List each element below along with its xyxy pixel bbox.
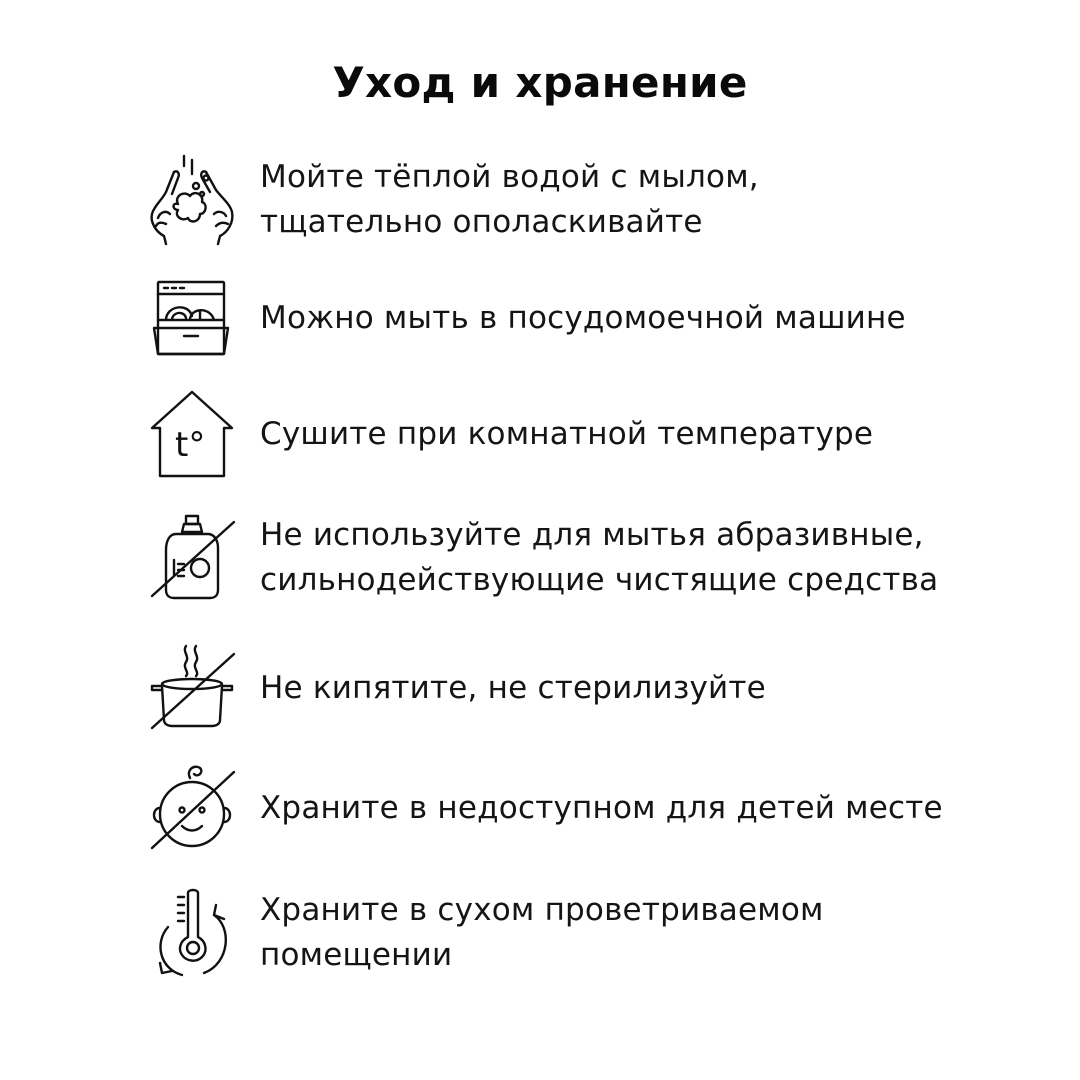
care-text-line: Храните в сухом проветриваемом [260, 892, 824, 928]
page-title: Уход и хранение [332, 58, 748, 107]
care-item-dry-storage [140, 885, 1000, 981]
care-text-line: тщательно ополаскивайте [260, 204, 703, 240]
care-item-no-boiling [140, 640, 1000, 736]
care-text-line: помещении [260, 937, 453, 973]
care-item-hand-wash [140, 152, 1000, 248]
no-boiling-icon [140, 640, 244, 736]
care-text-line: Мойте тёплой водой с мылом, [260, 159, 759, 195]
care-text-line: Храните в недоступном для детей месте [260, 789, 943, 826]
dishwasher-icon [140, 270, 244, 366]
care-text-line: Можно мыть в посудомоечной машине [260, 299, 906, 336]
care-item-no-abrasives [140, 510, 1000, 606]
care-item-room-temperature [140, 386, 1000, 482]
care-text-line: Сушите при комнатной температуре [260, 415, 874, 452]
hand-wash-icon [140, 152, 244, 248]
no-detergent-icon [140, 510, 244, 606]
care-text-line: Не используйте для мытья абразивные, [260, 517, 924, 553]
care-item-keep-from-children [140, 760, 1000, 856]
care-item-dishwasher [140, 270, 1000, 366]
house-temperature-icon [140, 386, 244, 482]
dry-ventilated-storage-icon [140, 885, 244, 981]
keep-from-children-icon [140, 760, 244, 856]
temperature-label: t° [175, 425, 206, 465]
care-text-line: сильнодействующие чистящие средства [260, 562, 939, 598]
care-text-line: Не кипятите, не стерилизуйте [260, 669, 766, 706]
